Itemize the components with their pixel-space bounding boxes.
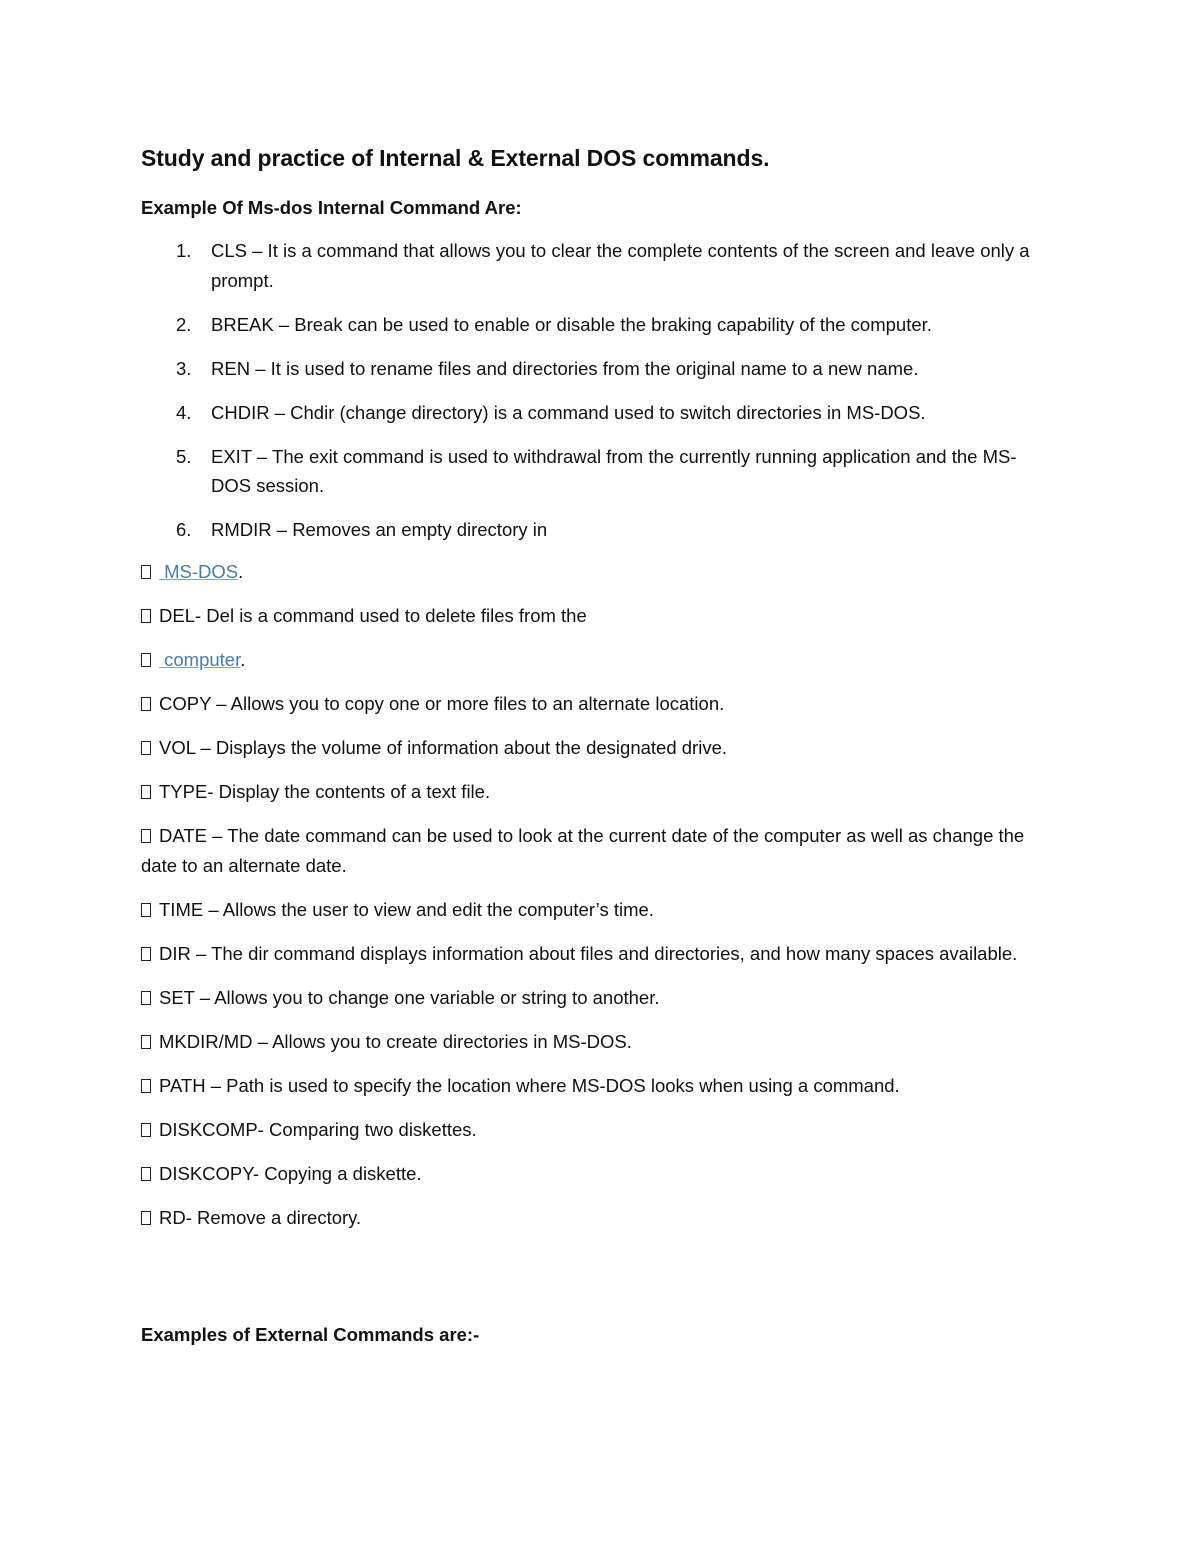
list-item (141, 689, 1041, 719)
computer-link[interactable]: computer (159, 649, 241, 670)
list-item-text: MKDIR/MD – Allows you to create directories in MS-DOS. (159, 1030, 632, 1052)
list-item (141, 354, 1041, 384)
list-item-number: 6. (176, 519, 192, 540)
list-item-text: DEL- Del is a command used to delete files from the (159, 605, 587, 626)
missing-glyph-icon (141, 1167, 151, 1181)
list-item-text: RD- Remove a directory. (159, 1206, 362, 1228)
list-item (141, 777, 1041, 807)
list-item (141, 645, 1041, 675)
missing-glyph-icon (141, 903, 151, 917)
list-item (141, 601, 1041, 631)
list-item-text: VOL – Displays the volume of information about the designated drive. (159, 737, 727, 758)
missing-glyph-icon (141, 1079, 151, 1093)
missing-glyph-icon (141, 653, 151, 667)
list-item (141, 1115, 1041, 1145)
list-item-text: DISKCOPY- Copying a diskette. (159, 1162, 422, 1184)
list-item (141, 1027, 1041, 1057)
list-item-number: 3. (176, 357, 192, 379)
list-item-number: 4. (176, 401, 192, 423)
external-commands-heading: Examples of External Commands are:- (141, 1324, 480, 1345)
list-item-text: TIME – Allows the user to view and edit the computer’s time. (159, 898, 654, 920)
missing-glyph-icon (141, 609, 151, 623)
internal-commands-heading: Example Of Ms-dos Internal Command Are: (141, 197, 522, 218)
list-item-suffix: . (238, 561, 244, 582)
list-item-text: SET – Allows you to change one variable or string to another. (159, 986, 660, 1008)
list-item-number: 1. (176, 240, 192, 261)
missing-glyph-icon (141, 991, 151, 1005)
list-item (141, 442, 1041, 501)
list-item (141, 821, 1041, 880)
missing-glyph-icon (141, 947, 151, 961)
list-item (141, 733, 1041, 763)
list-item-text: COPY – Allows you to copy one or more files to an alternate location. (159, 693, 725, 714)
list-item-text: DISKCOMP- Comparing two diskettes. (159, 1118, 477, 1140)
internal-commands-numbered-list (141, 236, 1041, 559)
list-item-text: REN – It is used to rename files and directories from the original name to a new name. (211, 357, 919, 379)
ms-dos-link[interactable]: MS-DOS (159, 561, 239, 582)
missing-glyph-icon (141, 1035, 151, 1049)
list-item (141, 1071, 1041, 1101)
missing-glyph-icon (141, 829, 151, 843)
list-item (141, 398, 1041, 428)
list-item (141, 1159, 1041, 1189)
list-item (141, 939, 1041, 969)
list-item (141, 983, 1041, 1013)
list-item-text: TYPE- Display the contents of a text file. (159, 781, 491, 802)
page-title: Study and practice of Internal & External DOS commands. (141, 145, 770, 171)
list-item-suffix: . (240, 649, 246, 670)
list-item-number: 2. (176, 313, 192, 335)
list-item (141, 236, 1041, 295)
list-item-text: EXIT – The exit command is used to withdrawal from the currently running application and the MS-DOS session. (211, 445, 1017, 496)
missing-glyph-icon (141, 1123, 151, 1137)
list-item-text: BREAK – Break can be used to enable or disable the braking capability of the computer. (211, 313, 932, 335)
list-item-text: CHDIR – Chdir (change directory) is a command used to switch directories in MS-DOS. (211, 401, 926, 423)
list-item (141, 1203, 1041, 1233)
list-item-text: RMDIR – Removes an empty directory in (211, 519, 548, 540)
list-item-text: DIR – The dir command displays information about files and directories, and how many spaces available. (159, 942, 1018, 964)
list-item-text: PATH – Path is used to specify the location where MS-DOS looks when using a command. (159, 1074, 900, 1096)
missing-glyph-icon (141, 785, 151, 799)
list-item (141, 557, 1041, 587)
list-item (141, 895, 1041, 925)
list-item (141, 310, 1041, 340)
missing-glyph-icon (141, 1211, 151, 1225)
missing-glyph-icon (141, 741, 151, 755)
list-item-number: 5. (176, 445, 192, 467)
list-item-text: CLS – It is a command that allows you to clear the complete contents of the screen and leave only a prompt. (211, 240, 1030, 291)
missing-glyph-icon (141, 697, 151, 711)
list-item (141, 515, 1041, 545)
list-item-text: DATE – The date command can be used to look at the current date of the computer as well as change the date to an alternate date. (141, 825, 1025, 876)
missing-glyph-icon (141, 565, 151, 579)
internal-commands-bullet-list (141, 557, 1041, 1247)
